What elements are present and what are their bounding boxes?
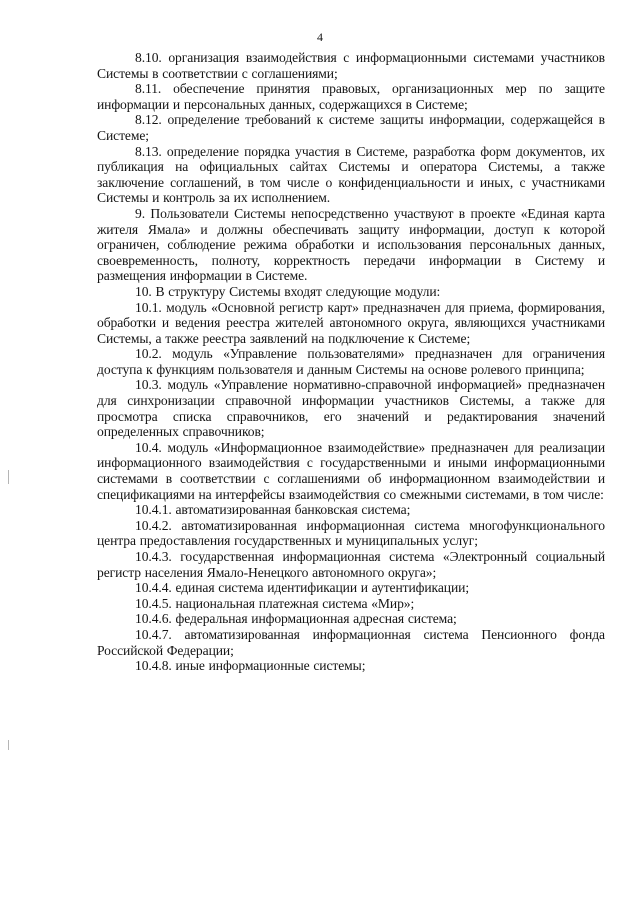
clause-10-2: 10.2. модуль «Управление пользователями» предназначен для ограничения доступа к функциям пользователя и данным Системы на основе ролевого принципа; (97, 346, 605, 377)
clause-10-4-5: 10.4.5. национальная платежная система «Мир»; (135, 595, 415, 611)
clause-10-4-6: 10.4.6. федеральная информационная адресная система; (135, 611, 457, 627)
scan-edge-mark (8, 470, 9, 484)
clause-10-3: 10.3. модуль «Управление нормативно-справочной информацией» предназначен для синхронизации справочной информации участников Системы, а также для просмотра списка справочников, его значений и редактирования значений определенных справочников; (97, 377, 605, 440)
clause-10-4-8: 10.4.8. иные информационные системы; (135, 658, 366, 674)
scan-edge-mark (8, 740, 9, 750)
clause-10-4-2: 10.4.2. автоматизированная информационная система многофункционального центра предоставления государственных и муниципальных услуг; (97, 517, 605, 549)
clause-9: 9. Пользователи Системы непосредственно участвуют в проекте «Единая карта жителя Ямала» и должны обеспечивать защиту информации, доступ к которой ограничен, соблюдение режима обработки и использования персональных данных, своевременность, полноту, корректность передачи информации в Систему и размещения информации в Системе. (97, 205, 605, 284)
document-body (97, 50, 605, 674)
clause-10-4-1: 10.4.1. автоматизированная банковская система; (135, 502, 411, 518)
clause-10-4-3: 10.4.3. государственная информационная система «Электронный социальный регистр населения Ямало-Ненецкого автономного округа»; (97, 549, 605, 580)
clause-10-1: 10.1. модуль «Основной регистр карт» предназначен для приема, формирования, обработки и ведения реестра жителей автономного округа, являющихся участниками Системы, а также реестра заявлений на подключение к Системе; (97, 299, 605, 346)
clause-10-4-4: 10.4.4. единая система идентификации и аутентификации; (135, 580, 469, 596)
clause-10: 10. В структуру Системы входят следующие модули: (135, 283, 441, 299)
clause-8-12: 8.12. определение требований к системе защиты информации, содержащейся в Системе; (97, 112, 605, 143)
clause-8-11: 8.11. обеспечение принятия правовых, организационных мер по защите информации и персональных данных, содержащихся в Системе; (97, 81, 605, 112)
clause-10-4: 10.4. модуль «Информационное взаимодействие» предназначен для реализации информационного взаимодействия с государственными и иными информационными системами в соответствии с соглашениями об информационном взаимодействии и спецификациями на интерфейсы взаимодействия со смежными системами, в том числе: (97, 439, 605, 502)
clause-8-10: 8.10. организация взаимодействия с информационными системами участников Системы в соответствии с соглашениями; (97, 50, 605, 81)
clause-10-4-7: 10.4.7. автоматизированная информационная система Пенсионного фонда Российской Федерации; (97, 626, 605, 658)
clause-8-13: 8.13. определение порядка участия в Системе, разработка форм документов, их публикация на официальных сайтах Системы и оператора Системы, а также заключение соглашений, в том числе о конфиденциальности и иных, с участниками Системы и контроль за их исполнением. (97, 143, 605, 206)
page-number: 4 (317, 30, 323, 44)
